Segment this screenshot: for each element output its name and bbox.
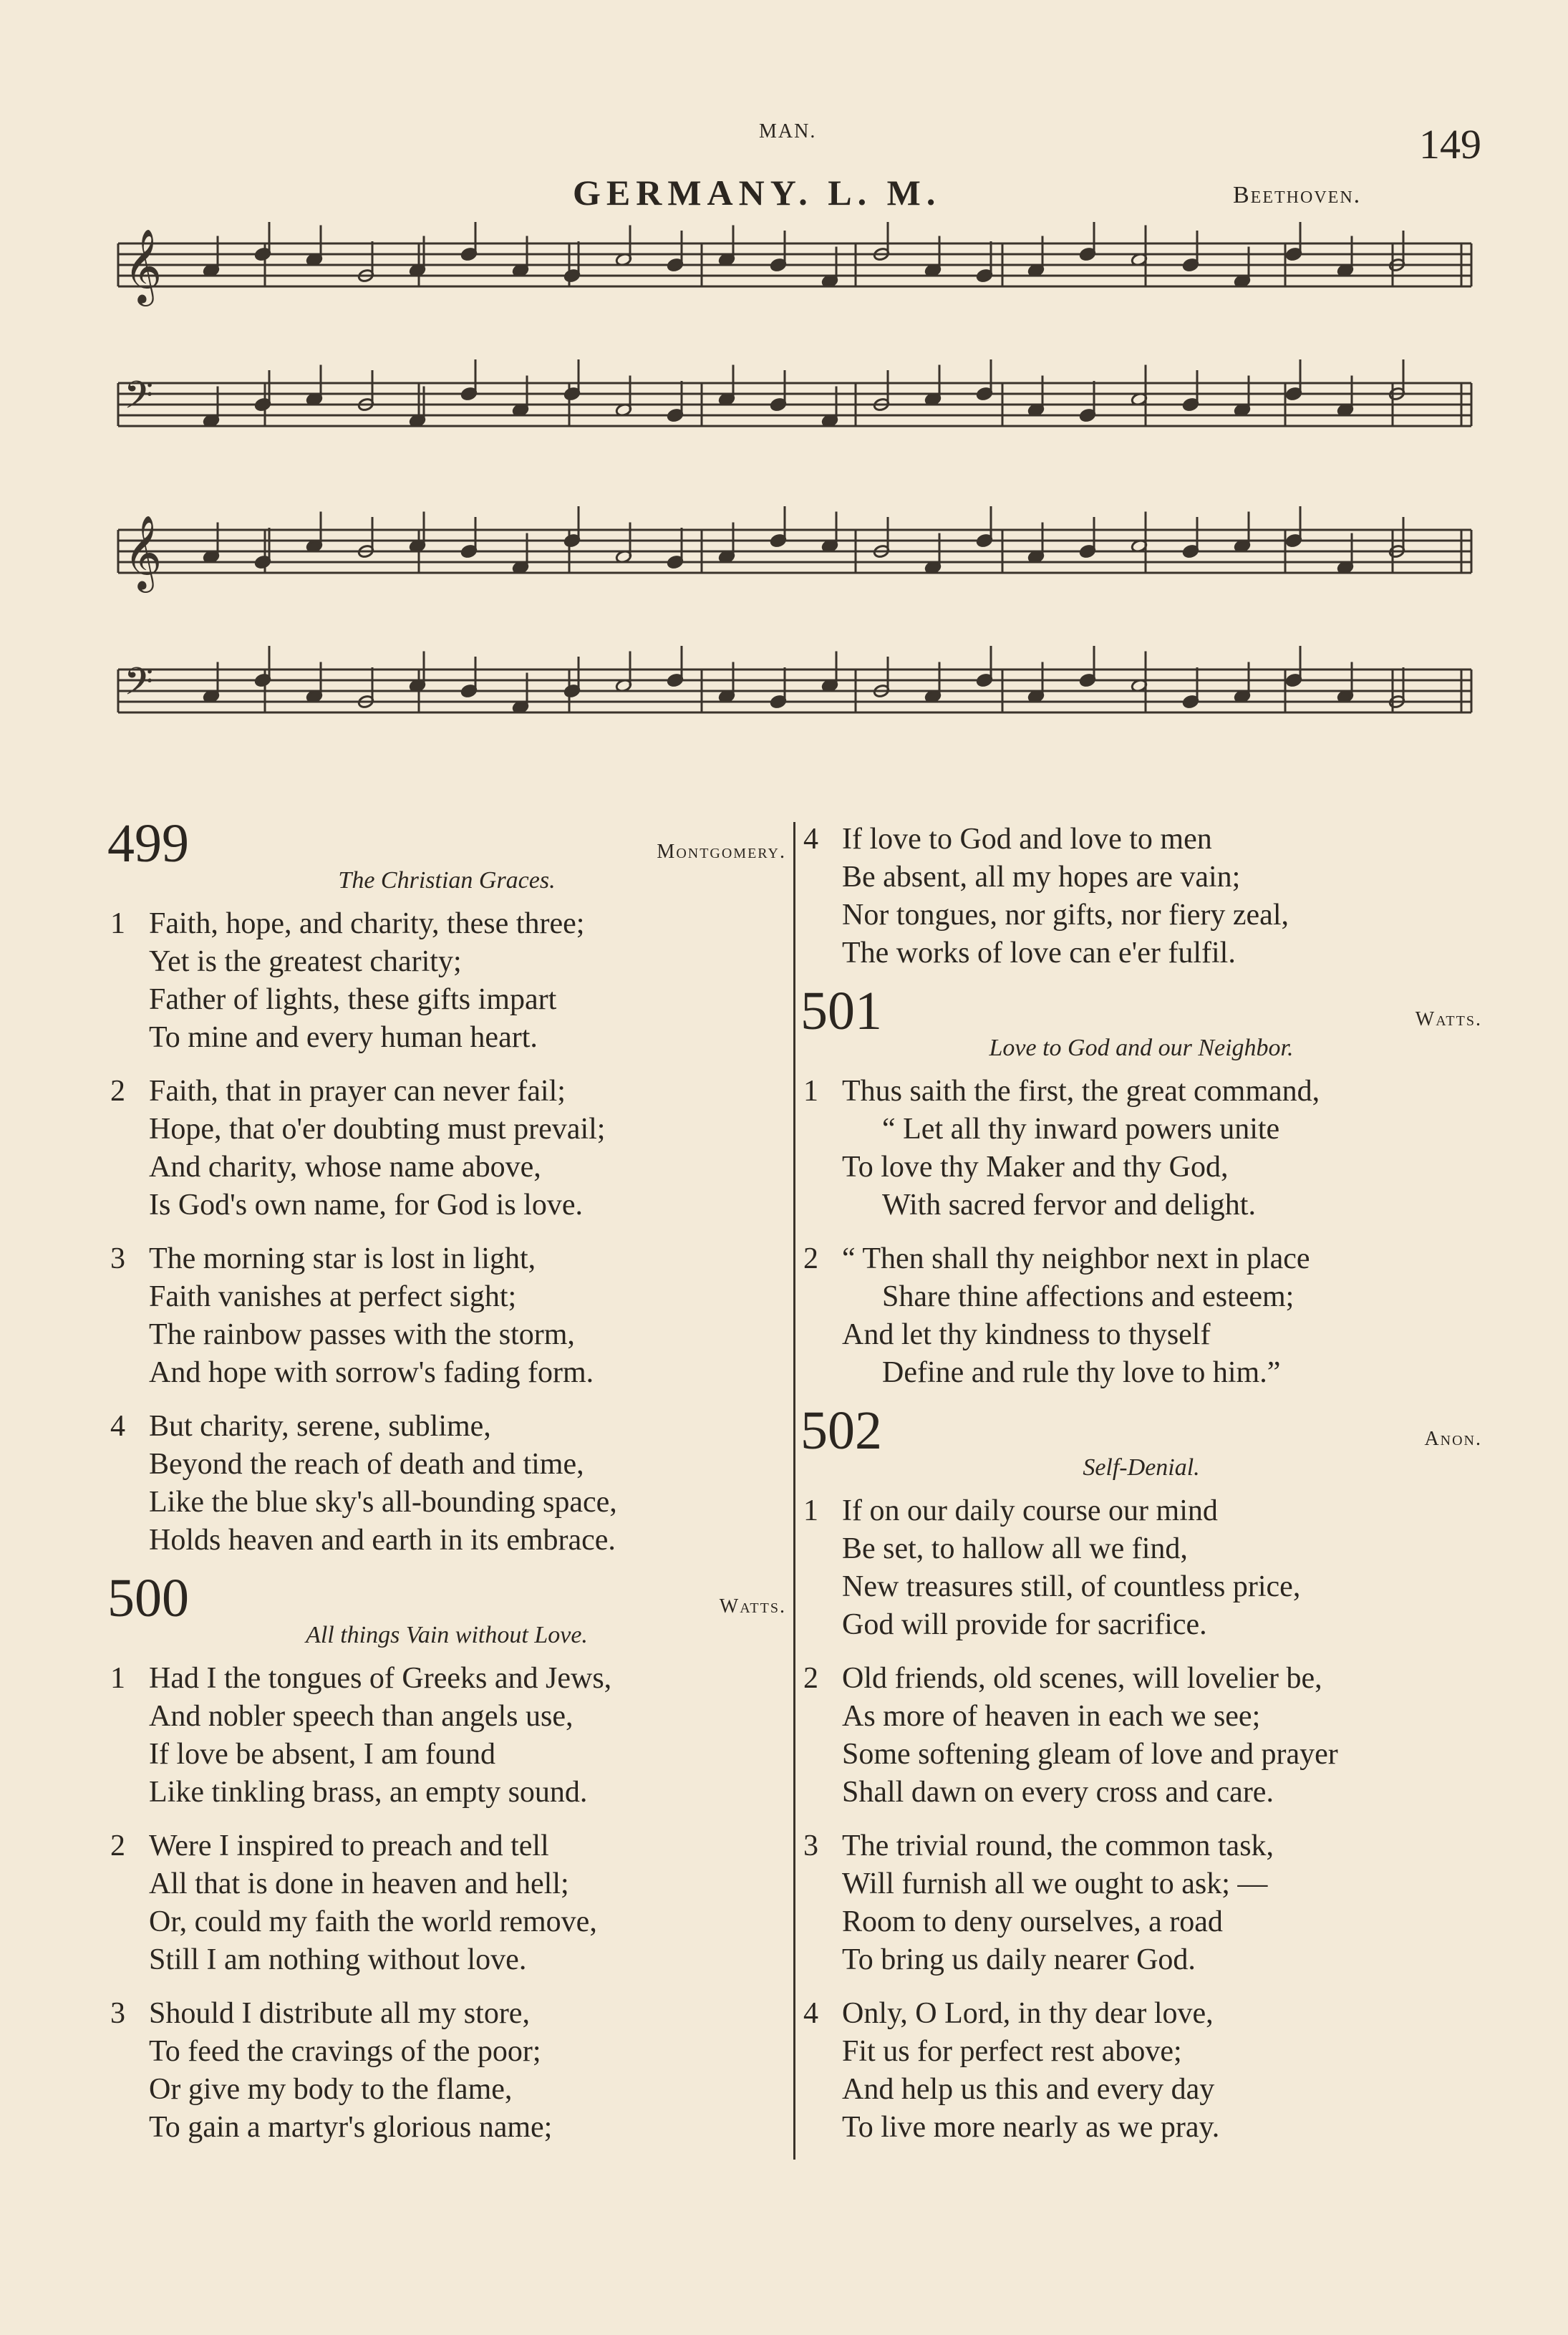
stanza xyxy=(107,1073,786,1224)
verse-line: Share thine affections and esteem; xyxy=(882,1280,1294,1313)
verse-line: To gain a martyr's glorious name; xyxy=(149,2111,553,2144)
verse-line: With sacred fervor and delight. xyxy=(882,1189,1256,1222)
verse-line: Hope, that o'er doubting must prevail; xyxy=(149,1113,606,1146)
verse-line: Room to deny ourselves, a road xyxy=(842,1905,1223,1938)
verse-line: New treasures still, of countless price, xyxy=(842,1570,1301,1603)
verse-line: “ Let all thy inward powers unite xyxy=(882,1113,1280,1146)
hymn-499 xyxy=(107,813,786,1560)
verse-line: To love thy Maker and thy God, xyxy=(842,1151,1229,1184)
running-head: MAN. xyxy=(759,120,817,142)
treble-clef-icon: 𝄞 xyxy=(124,228,163,304)
verse-line: Like tinkling brass, an empty sound. xyxy=(149,1776,588,1809)
stanza-number: 4 xyxy=(110,1410,125,1443)
hymn-author: Watts. xyxy=(719,1595,786,1618)
hymn-author: Montgomery. xyxy=(657,841,786,863)
hymn-subtitle: Love to God and our Neighbor. xyxy=(989,1035,1294,1061)
stanza xyxy=(107,905,786,1057)
left-column xyxy=(107,813,786,2162)
stanza xyxy=(800,1492,1482,1644)
verse-line: Yet is the greatest charity; xyxy=(149,945,462,978)
verse-line: Like the blue sky's all-bounding space, xyxy=(149,1486,617,1519)
verse-line: Some softening gleam of love and prayer xyxy=(842,1738,1338,1771)
hymn-number: 501 xyxy=(800,981,882,1041)
stanza-number: 1 xyxy=(110,1662,125,1695)
verse-line: Holds heaven and earth in its embrace. xyxy=(149,1524,616,1557)
hymn-502 xyxy=(800,1401,1482,2147)
verse-line: Be absent, all my hopes are vain; xyxy=(842,861,1241,894)
verse-line: The trivial round, the common task, xyxy=(842,1829,1274,1862)
stanza xyxy=(107,1408,786,1560)
hymn-header xyxy=(107,1568,786,1628)
stanza xyxy=(107,1240,786,1392)
page-number: 149 xyxy=(1419,121,1481,168)
stanza xyxy=(107,1995,786,2147)
music-staff xyxy=(118,646,1471,714)
verse-line: The works of love can e'er fulfil. xyxy=(842,937,1236,970)
hymn-subtitle: Self-Denial. xyxy=(1083,1454,1200,1481)
hymn-author: Watts. xyxy=(1415,1008,1482,1030)
stanza xyxy=(800,821,1482,972)
verse-line: Were I inspired to preach and tell xyxy=(149,1829,549,1862)
stanza xyxy=(800,1995,1482,2147)
verse-line: God will provide for sacrifice. xyxy=(842,1608,1207,1641)
verse-line: All that is done in heaven and hell; xyxy=(149,1867,569,1900)
hymn-author: Anon. xyxy=(1424,1428,1482,1450)
hymn-500 xyxy=(107,1568,786,2147)
verse-line: Beyond the reach of death and time, xyxy=(149,1448,584,1481)
verse-line: “ Then shall thy neighbor next in place xyxy=(842,1242,1310,1275)
stanza xyxy=(800,1240,1482,1392)
stanza-number: 1 xyxy=(110,907,125,940)
verse-line: Faith vanishes at perfect sight; xyxy=(149,1280,517,1313)
stanza-number: 4 xyxy=(803,823,818,856)
verse-line: The morning star is lost in light, xyxy=(149,1242,536,1275)
verse-line: Be set, to hallow all we find, xyxy=(842,1532,1188,1565)
verse-line: Is God's own name, for God is love. xyxy=(149,1189,583,1222)
stanza-number: 3 xyxy=(803,1829,818,1862)
music-staff xyxy=(118,506,1471,593)
verse-line: Father of lights, these gifts impart xyxy=(149,983,557,1016)
verse-line: Or give my body to the flame, xyxy=(149,2073,513,2106)
stanza-number: 1 xyxy=(803,1494,818,1527)
music-score xyxy=(111,222,1479,802)
bass-clef-icon: 𝄢 xyxy=(124,660,154,713)
verse-line: Will furnish all we ought to ask; — xyxy=(842,1867,1268,1900)
hymn-subtitle: All things Vain without Love. xyxy=(306,1622,588,1648)
stanza xyxy=(800,1660,1482,1812)
verse-line: As more of heaven in each we see; xyxy=(842,1700,1261,1733)
verse-line: If on our daily course our mind xyxy=(842,1494,1218,1527)
verse-line: Should I distribute all my store, xyxy=(149,1997,530,2030)
verse-line: Define and rule thy love to him.” xyxy=(882,1356,1281,1389)
stanza-number: 3 xyxy=(110,1242,125,1275)
hymn-number: 499 xyxy=(107,813,189,874)
stanza-number: 1 xyxy=(803,1075,818,1108)
tune-title: GERMANY. L. M. xyxy=(573,173,942,213)
hymn-header xyxy=(800,1401,1482,1461)
verse-line: And let thy kindness to thyself xyxy=(842,1318,1211,1351)
verse-line: If love to God and love to men xyxy=(842,823,1212,856)
stanza xyxy=(800,1827,1482,1979)
stanza-number: 2 xyxy=(803,1242,818,1275)
verse-line: To mine and every human heart. xyxy=(149,1021,538,1054)
verse-line: And help us this and every day xyxy=(842,2073,1215,2106)
stanza xyxy=(107,1827,786,1979)
music-staff xyxy=(118,359,1471,427)
verse-line: And charity, whose name above, xyxy=(149,1151,541,1184)
column-divider xyxy=(793,822,795,2160)
hymn-number: 500 xyxy=(107,1568,189,1628)
verse-line: And nobler speech than angels use, xyxy=(149,1700,574,1733)
stanza-number: 2 xyxy=(803,1662,818,1695)
verse-line: Thus saith the first, the great command, xyxy=(842,1075,1320,1108)
verse-line: To live more nearly as we pray. xyxy=(842,2111,1220,2144)
composer: Beethoven. xyxy=(1233,182,1362,208)
music-staff xyxy=(118,222,1471,306)
verse-line: Or, could my faith the world remove, xyxy=(149,1905,597,1938)
hymn-header xyxy=(800,981,1482,1041)
stanza-number: 2 xyxy=(110,1075,125,1108)
stanza-number: 4 xyxy=(803,1997,818,2030)
verse-line: But charity, serene, sublime, xyxy=(149,1410,491,1443)
verse-line: Nor tongues, nor gifts, nor fiery zeal, xyxy=(842,899,1289,932)
verse-line: To feed the cravings of the poor; xyxy=(149,2035,541,2068)
stanza xyxy=(107,1660,786,1812)
verse-line: Still I am nothing without love. xyxy=(149,1943,527,1976)
verse-line: Shall dawn on every cross and care. xyxy=(842,1776,1274,1809)
right-column xyxy=(800,821,1482,2162)
verse-line: Old friends, old scenes, will lovelier be, xyxy=(842,1662,1322,1695)
verse-line: Fit us for perfect rest above; xyxy=(842,2035,1182,2068)
stanza xyxy=(800,1073,1482,1224)
verse-line: To bring us daily nearer God. xyxy=(842,1943,1196,1976)
treble-clef-icon: 𝄞 xyxy=(124,515,163,590)
verse-line: The rainbow passes with the storm, xyxy=(149,1318,575,1351)
hymn-subtitle: The Christian Graces. xyxy=(338,867,556,894)
stanza-number: 3 xyxy=(110,1997,125,2030)
bass-clef-icon: 𝄢 xyxy=(124,374,154,427)
verse-line: If love be absent, I am found xyxy=(149,1738,496,1771)
hymn-501 xyxy=(800,981,1482,1392)
hymn-number: 502 xyxy=(800,1401,882,1461)
verse-line: Faith, that in prayer can never fail; xyxy=(149,1075,566,1108)
verse-line: Only, O Lord, in thy dear love, xyxy=(842,1997,1214,2030)
verse-line: Had I the tongues of Greeks and Jews, xyxy=(149,1662,612,1695)
verse-line: Faith, hope, and charity, these three; xyxy=(149,907,585,940)
stanza-number: 2 xyxy=(110,1829,125,1862)
hymn-header xyxy=(107,813,786,874)
verse-line: And hope with sorrow's fading form. xyxy=(149,1356,594,1389)
